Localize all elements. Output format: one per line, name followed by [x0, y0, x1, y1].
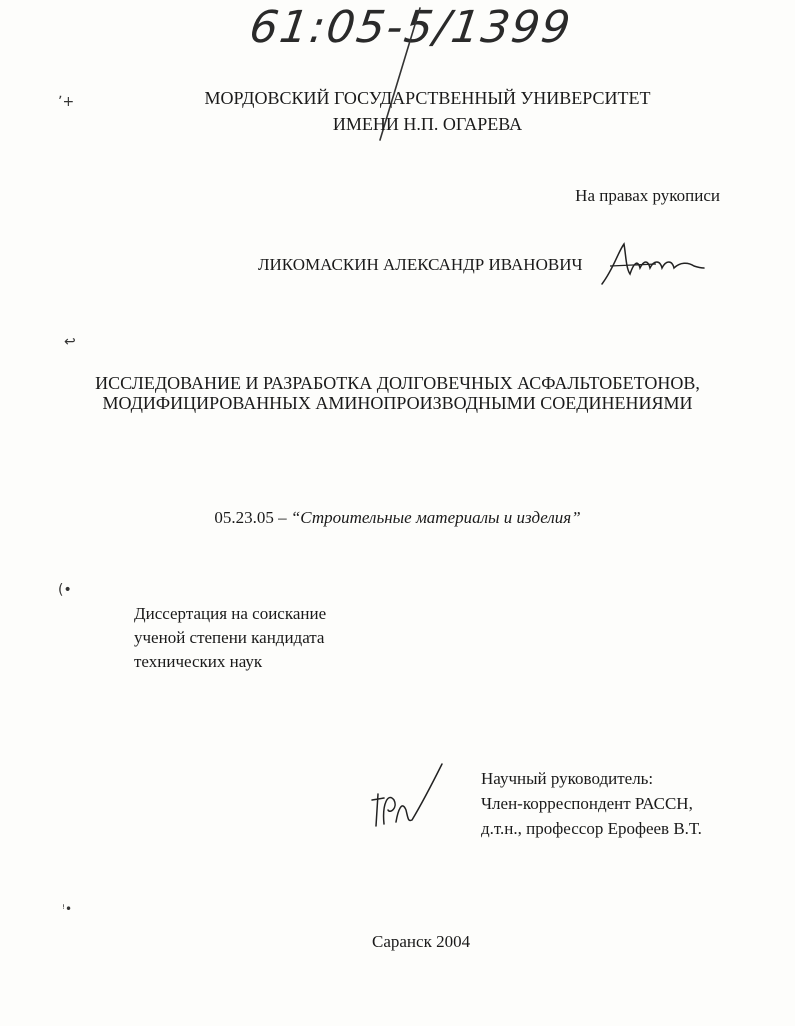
- author-signature-icon: [596, 238, 708, 290]
- margin-mark: (•: [58, 582, 72, 598]
- dissertation-degree-line2: ученой степени кандидата: [134, 628, 325, 647]
- margin-mark: ↩: [64, 334, 76, 350]
- university-name-line1: МОРДОВСКИЙ ГОСУДАРСТВЕННЫЙ УНИВЕРСИТЕТ: [204, 88, 651, 108]
- city-year: Саранск 2004: [372, 932, 471, 951]
- dissertation-degree-line1: Диссертация на соискание: [134, 604, 327, 623]
- dissertation-degree-block: [134, 602, 326, 674]
- supervisor-line3: д.т.н., профессор Ерофеев В.Т.: [481, 819, 702, 838]
- supervisor-block: [481, 766, 702, 841]
- specialty-name: “Строительные материалы и изделия”: [290, 508, 581, 527]
- handwritten-archive-code: 61:05-5/1399: [246, 2, 576, 53]
- supervisor-signature-icon: [368, 760, 448, 832]
- specialty: [0, 508, 795, 528]
- manuscript-rights-note: На правах рукописи: [575, 186, 720, 205]
- dissertation-title-line2: МОДИФИЦИРОВАННЫХ АМИНОПРОИЗВОДНЫМИ СОЕДИНЕНИЯМИ: [102, 393, 693, 413]
- margin-mark: ꜝ•: [62, 902, 73, 916]
- dissertation-title-line1: ИССЛЕДОВАНИЕ И РАЗРАБОТКА ДОЛГОВЕЧНЫХ АСФАЛЬТОБЕТОНОВ,: [95, 373, 700, 393]
- dissertation-degree-line3: технических наук: [134, 652, 263, 671]
- supervisor-line1: Научный руководитель:: [481, 769, 654, 788]
- supervisor-line2: Член-корреспондент РАССН,: [481, 794, 693, 813]
- author-name: ЛИКОМАСКИН АЛЕКСАНДР ИВАНОВИЧ: [258, 255, 583, 274]
- margin-mark: ʼ+: [58, 94, 75, 110]
- specialty-code: 05.23.05 –: [214, 508, 291, 527]
- university-name-line2: ИМЕНИ Н.П. ОГАРЕВА: [332, 114, 523, 134]
